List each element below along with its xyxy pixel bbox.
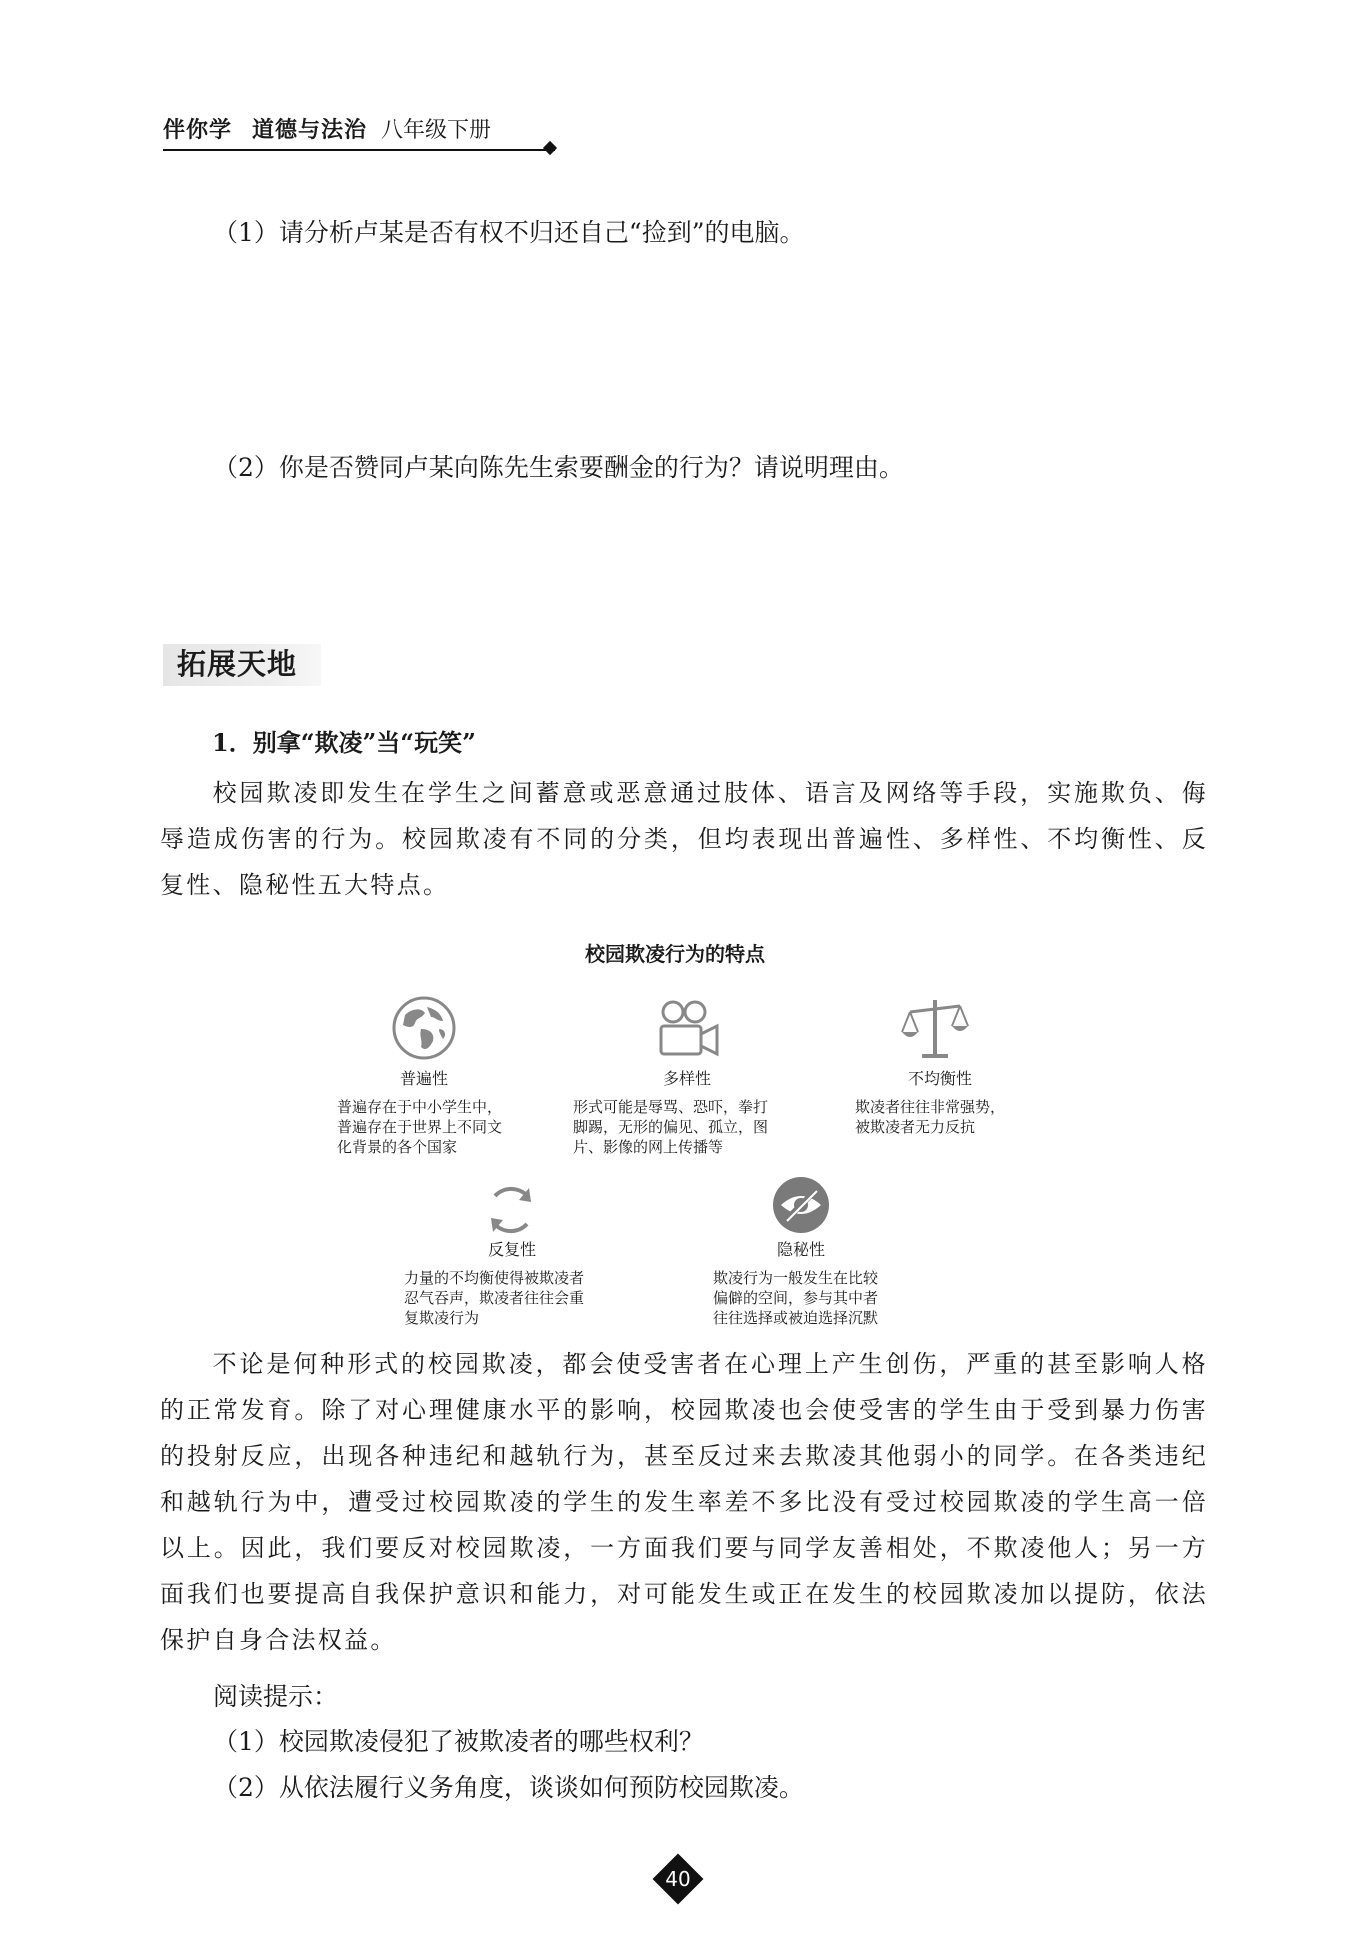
reading-heading: 阅读提示： — [213, 1682, 339, 1711]
desc-line: 复欺凌行为 — [404, 1309, 480, 1327]
header-subject: 道德与法治 — [252, 118, 368, 143]
desc-line: 偏僻的空间，参与其中者 — [713, 1289, 879, 1307]
page-number-text: 40 — [665, 1867, 691, 1891]
infographic-title: 校园欺凌行为的特点 — [585, 942, 765, 966]
reading-tip-1: （1）校园欺凌侵犯了被欺凌者的哪些权利？ — [213, 1727, 704, 1756]
desc-line: 欺凌者往往非常强势， — [855, 1098, 1006, 1116]
item-desc-imbalance — [855, 1097, 1005, 1137]
item-label-secrecy: 隐秘性 — [776, 1240, 825, 1259]
question-1: （1）请分析卢某是否有权不归还自己“捡到”的电脑。 — [213, 218, 805, 247]
eye-slash-icon — [771, 1175, 831, 1235]
subheading: 1．别拿“欺凌”当“玩笑” — [212, 728, 476, 757]
desc-line: 力量的不均衡使得被欺凌者 — [404, 1269, 585, 1287]
desc-line: 欺凌行为一般发生在比较 — [713, 1269, 879, 1287]
repeat-icon — [481, 1180, 541, 1240]
paragraph-impact — [160, 1341, 1208, 1663]
paragraph-intro-text: 校园欺凌即发生在学生之间蓄意或恶意通过肢体、语言及网络等手段，实施欺负、侮辱造成伤害的行为。校园欺凌有不同的分类，但均表现出普遍性、多样性、不均衡性、反复性、隐秘性五大特点。 — [160, 779, 1208, 899]
scale-icon — [900, 996, 970, 1062]
reading-tip-2: （2）从依法履行义务角度，谈谈如何预防校园欺凌。 — [213, 1773, 804, 1802]
desc-line: 化背景的各个国家 — [337, 1138, 458, 1156]
section-title-text: 拓展天地 — [177, 647, 298, 681]
question-2: （2）你是否赞同卢某向陈先生索要酬金的行为？请说明理由。 — [213, 453, 904, 482]
desc-line: 往往选择或被迫选择沉默 — [713, 1309, 879, 1327]
paragraph-intro — [160, 770, 1208, 908]
desc-line: 片、影像的网上传播等 — [573, 1138, 724, 1156]
header-grade: 八年级下册 — [381, 118, 492, 143]
page-number — [652, 1853, 704, 1905]
desc-line: 形式可能是辱骂、恐吓，拳打 — [573, 1098, 769, 1116]
item-desc-universality — [337, 1097, 502, 1157]
desc-line: 忍气吞声，欺凌者往往会重 — [404, 1289, 585, 1307]
desc-line: 普遍存在于世界上不同文 — [337, 1118, 503, 1136]
item-label-imbalance: 不均衡性 — [907, 1069, 972, 1088]
camera-icon — [655, 998, 721, 1060]
running-header — [163, 117, 555, 151]
desc-line: 普遍存在于中小学生中， — [337, 1098, 503, 1116]
item-desc-secrecy — [713, 1268, 878, 1328]
desc-line: 被欺凌者无力反抗 — [855, 1118, 976, 1136]
paragraph-impact-text: 不论是何种形式的校园欺凌，都会使受害者在心理上产生创伤，严重的甚至影响人格的正常发育。除了对心理健康水平的影响，校园欺凌也会使受害的学生由于受到暴力伤害的投射反应，出现各种违纪和越轨行为，甚至反过来去欺凌其他弱小的同学。在各类违纪和越轨行为中，遭受过校园欺凌的学生的发生率差不多比没有受过校园欺凌的学生高一倍以上。因此，我们要反对校园欺凌，一方面我们要与同学友善相处，不欺凌他人；另一方面我们也要提高自我保护意识和能力，对可能发生或正在发生的校园欺凌加以提防，依法保护自身合法权益。 — [160, 1350, 1208, 1654]
item-label-diversity: 多样性 — [662, 1069, 711, 1088]
header-series: 伴你学 — [163, 118, 233, 143]
section-title — [163, 644, 321, 686]
item-desc-diversity — [573, 1097, 768, 1157]
item-label-repetition: 反复性 — [487, 1240, 536, 1259]
globe-icon — [391, 995, 457, 1061]
item-label-universality: 普遍性 — [399, 1069, 448, 1088]
item-desc-repetition — [404, 1268, 584, 1328]
desc-line: 脚踢，无形的偏见、孤立，图 — [573, 1118, 769, 1136]
